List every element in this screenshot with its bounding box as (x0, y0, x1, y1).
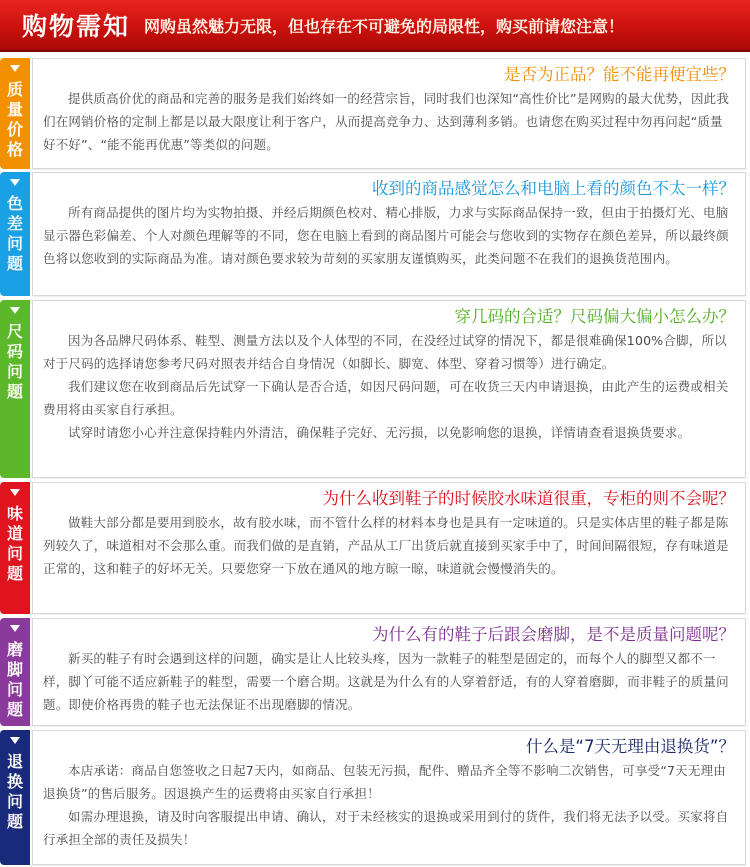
section-question: 为什么有的鞋子后跟会磨脚，是不是质量问题呢？ (372, 625, 735, 644)
banner-subtitle: 网购虽然魅力无限，但也存在不可避免的局限性，购买前请您注意！ (144, 16, 625, 36)
section-body (33, 329, 745, 444)
arrow-down-icon (10, 65, 20, 72)
section-size (0, 300, 750, 480)
section-question: 穿几码的合适？尺码偏大偏小怎么办？ (454, 307, 735, 326)
section-color-difference (0, 172, 750, 298)
paragraph: 新买的鞋子有时会遇到这样的问题，确实是让人比较头疼，因为一款鞋子的鞋型是固定的，而每个人的脚型又都不一样，脚丫可能不适应新鞋子的鞋型，需要一个磨合期。这就是为什么有的人穿着舒适，有的人穿着磨脚，而非鞋子的质量问题。即使价格再贵的鞋子也无法保证不出现磨脚的情况。 (43, 651, 729, 712)
tab-label: 味道问题 (6, 504, 23, 583)
arrow-down-icon (10, 625, 20, 632)
paragraph: 试穿时请您小心并注意保持鞋内外清洁，确保鞋子完好、无污损，以免影响您的退换，详情请查看退换货要求。 (68, 425, 691, 440)
section-question: 什么是“7天无理由退换货”？ (525, 737, 735, 756)
paragraph: 如需办理退换，请及时向客服提出申请、确认，对于未经核实的退换或采用到付的货件，我们将无法予以受。买家将自行承担全部的责任及损失！ (43, 809, 729, 847)
section-panel (32, 730, 746, 865)
arrow-down-icon (10, 179, 20, 186)
section-body (33, 201, 745, 270)
tab-size[interactable] (0, 300, 30, 478)
paragraph: 我们建议您在收到商品后先试穿一下确认是否合适，如因尺码问题，可在收货三天内申请退换，由此产生的运费或相关费用将由买家自行承担。 (43, 379, 729, 417)
section-quality-price (0, 58, 750, 171)
banner-title: 购物需知 (22, 12, 131, 41)
section-panel (32, 618, 746, 726)
header-banner (0, 0, 750, 52)
paragraph: 所有商品提供的图片均为实物拍摄、并经后期颜色校对、精心排版，力求与实际商品保持一致，但由于拍摄灯光、电脑显示器色彩偏差、个人对颜色理解等的不同，您在电脑上看到的商品图片可能会与您收到的实物存在颜色差异，所以最终颜色将以您收到的实际商品为准。请对颜色要求较为苛刻的买家朋友谨慎购买，此类问题不在我们的退换货范围内。 (43, 205, 729, 266)
tab-label: 退换问题 (6, 752, 23, 831)
tab-label: 磨脚问题 (6, 640, 23, 719)
section-question: 收到的商品感觉怎么和电脑上看的颜色不太一样？ (372, 179, 735, 198)
tab-label: 质量价格 (6, 80, 23, 159)
arrow-down-icon (10, 489, 20, 496)
tab-color-difference[interactable] (0, 172, 30, 296)
section-rubbing (0, 618, 750, 728)
tab-odor[interactable] (0, 482, 30, 614)
paragraph: 做鞋大部分都是要用到胶水，故有胶水味，而不管什么样的材料本身也是具有一定味道的。只是实体店里的鞋子都是陈列较久了，味道相对不会那么重。而我们做的是直销，产品从工厂出货后就直接到买家手中了，时间间隔很短，存有味道是正常的，这和鞋子的好坏无关。只要您穿一下放在通风的地方晾一晾，味道就会慢慢消失的。 (43, 515, 729, 576)
section-panel (32, 482, 746, 614)
section-panel (32, 58, 746, 169)
section-panel (32, 172, 746, 296)
tab-quality-price[interactable] (0, 58, 30, 169)
tab-returns[interactable] (0, 730, 30, 865)
section-body (33, 87, 745, 156)
tab-label: 尺码问题 (6, 322, 23, 401)
arrow-down-icon (10, 737, 20, 744)
paragraph: 本店承诺：商品自您签收之日起7天内，如商品、包装无污损，配件、赠品齐全等不影响二次销售，可享受“7天无理由退换货”的售后服务。因退换产生的运费将由买家自行承担！ (43, 763, 726, 801)
section-question: 为什么收到鞋子的时候胶水味道很重，专柜的则不会呢？ (322, 489, 735, 508)
section-odor (0, 482, 750, 616)
section-panel (32, 300, 746, 478)
tab-rubbing[interactable] (0, 618, 30, 726)
arrow-down-icon (10, 307, 20, 314)
paragraph: 提供质高价优的商品和完善的服务是我们始终如一的经营宗旨，同时我们也深知“高性价比”是网购的最大优势，因此我们在网销价格的定制上都是以最大限度让利于客户，从而提高竞争力、达到薄利多销。也请您在购买过程中勿再问起“质量好不好”、“能不能再优惠”等类似的问题。 (43, 91, 730, 152)
tab-label: 色差问题 (6, 194, 23, 273)
section-body (33, 511, 745, 580)
section-returns (0, 730, 750, 867)
section-body (33, 759, 745, 851)
paragraph: 因为各品牌尺码体系、鞋型、测量方法以及个人体型的不同，在没经过试穿的情况下，都是很难确保100%合脚，所以对于尺码的选择请您参考尺码对照表并结合自身情况（如脚长、脚宽、体型、穿着习惯等）进行确定。 (43, 333, 727, 371)
section-body (33, 647, 745, 716)
section-question: 是否为正品？能不能再便宜些？ (504, 65, 735, 84)
